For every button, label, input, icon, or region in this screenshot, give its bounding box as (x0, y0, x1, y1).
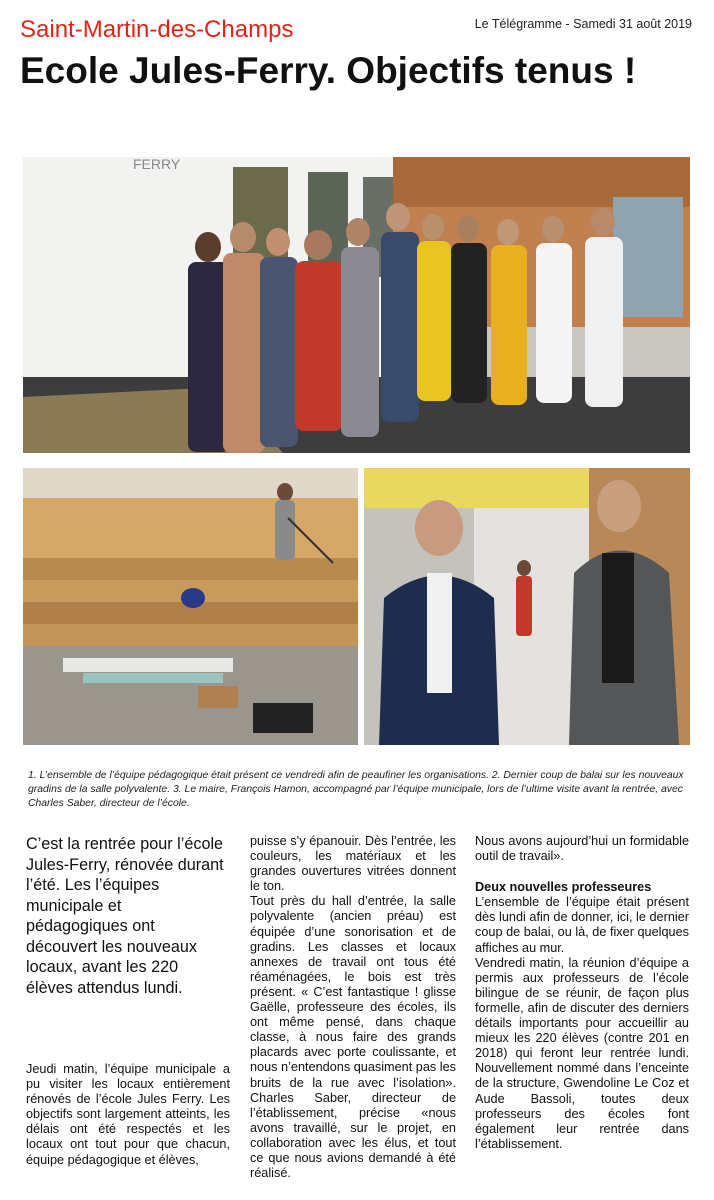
photo-mayor-director (364, 468, 690, 745)
paragraph: Tout près du hall d’entrée, la salle polyvalente (ancien préau) est équipée d’une sonorisation et de gradins. Les classes et locaux annexes de travail ont tous été réaménagées, le bois est très présent. « C’est fantastique ! glisse Gaëlle, professeure des écoles, ils ont même pensé, dans chaque classe, à nous faire des grands placards avec porte coulissante, et nous n’entendons quasiment pas les bruits de la rue avec l’isolation». Charles Saber, directeur de l’établissement, précise «nous avons travaillé, sur le projet, en collaboration avec les élus, et tout ce que nous avions demandé à été réalisé. (250, 894, 456, 1181)
article-lead: C’est la rentrée pour l’école Jules-Ferry, rénovée durant l’été. Les l’équipes municipale et pédagogiques ont découvert les nouveaux locaux, avant les 220 élèves attendus lundi. (26, 835, 224, 997)
photo-caption: 1. L’ensemble de l’équipe pédagogique était présent ce vendredi afin de peaufiner les organisations. 2. Dernier coup de balai sur les nouveaux gradins de la salle polyvalente. 3. Le maire, François Hamon, accompagné par l’équipe municipale, lors de l’ultime visite avant la rentrée, avec Charles Saber, directeur de l’école. (28, 770, 684, 809)
article-headline: Ecole Jules-Ferry. Objectifs tenus ! (20, 50, 637, 91)
section-subhead: Deux nouvelles professeures (475, 880, 652, 895)
article-column-1 (26, 1062, 230, 1168)
paragraph: Jeudi matin, l’équipe municipale a pu visiter les locaux entièrement rénovés de l’école Jules Ferry. Les objectifs sont largement atteints, les délais ont été respectés et les locaux ont tout pour que chacun, équipe pédagogique et élèves, (26, 1062, 230, 1167)
location-kicker: Saint-Martin-des-Champs (20, 16, 294, 43)
school-sign-text: FERRY (133, 157, 181, 172)
paragraph: L’ensemble de l’équipe était présent dès lundi afin de donner, ici, le dernier coup de balai, ou là, de fixer quelques affiches au mur. (475, 895, 689, 955)
article-column-2 (250, 834, 456, 1181)
photo-team-group (23, 157, 690, 453)
article-column-3 (475, 834, 689, 1152)
paragraph: puisse s’y épanouir. Dès l’entrée, les couleurs, les matériaux et les grandes ouvertures vitrées donnent le ton. (250, 834, 456, 894)
photo-bleachers-sweeping (23, 468, 358, 745)
publication-source: Le Télégramme - Samedi 31 août 2019 (474, 17, 692, 31)
paragraph: Nous avons aujourd’hui un formidable outil de travail». (475, 834, 689, 864)
paragraph: Vendredi matin, la réunion d’équipe a permis aux professeurs de l’école bilingue de se réunir, de façon plus formelle, afin de discuter des derniers détails importants pour accueillir au mieux les 220 élèves (contre 201 en 2018) qui feront leur rentrée lundi. Nouvellement nommé dans l’enceinte de la structure, Gwendoline Le Coz et Aude Bassoli, toutes deux professeurs des écoles font également leur rentrée dans l’établissement. (475, 955, 689, 1151)
